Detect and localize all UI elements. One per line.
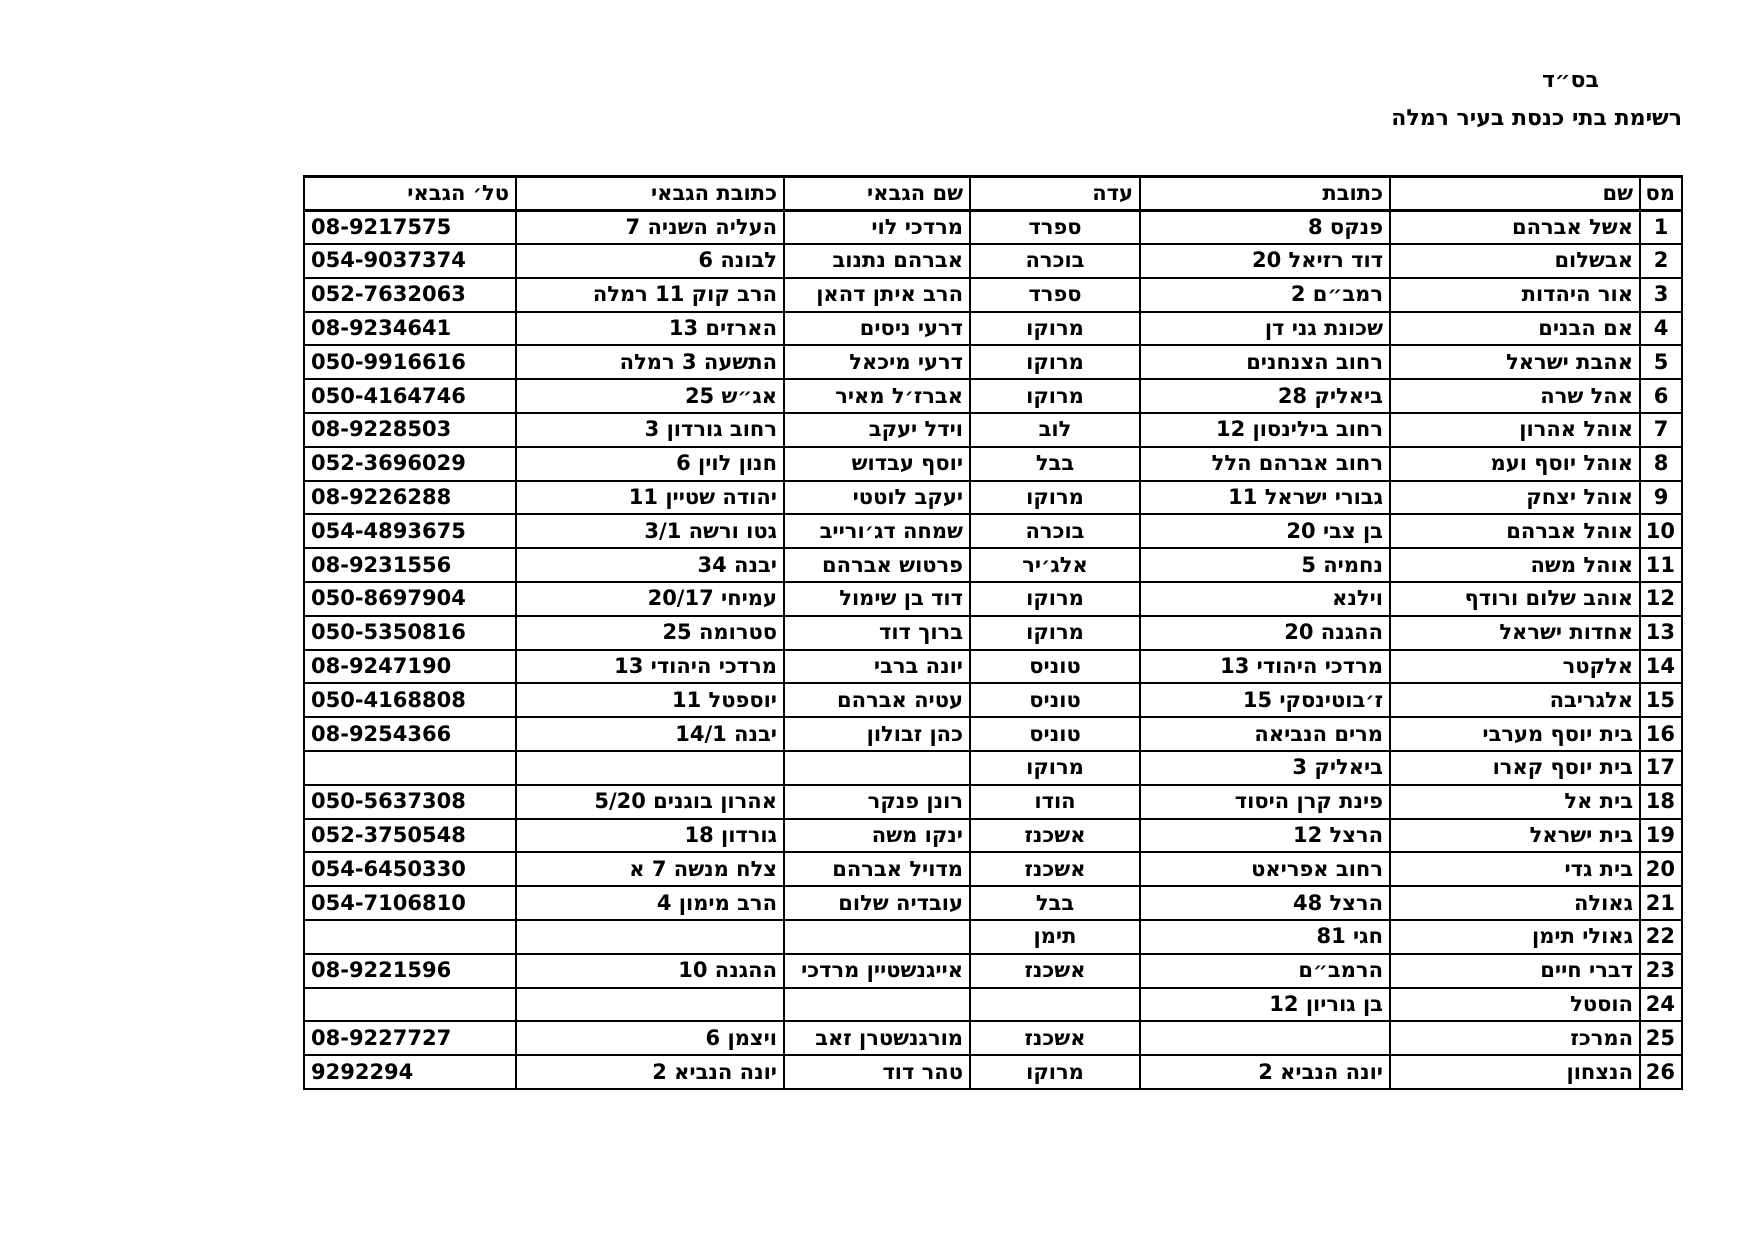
column-header: כתובת [1140, 177, 1390, 211]
synagogue-address-cell: רמב״ם 2 [1140, 278, 1390, 312]
synagogue-address-cell: ביאליק 3 [1140, 751, 1390, 785]
synagogue-name-cell: אבשלום [1390, 244, 1640, 278]
synagogue-name-cell: אוהל יצחק [1390, 481, 1640, 515]
synagogue-name-cell: אלגריבה [1390, 683, 1640, 717]
column-header: שם [1390, 177, 1640, 211]
synagogue-name-cell: גאולה [1390, 886, 1640, 920]
table-row [304, 210, 1682, 244]
community-cell: מרוקו [970, 582, 1140, 616]
synagogue-address-cell: מרדכי היהודי 13 [1140, 650, 1390, 684]
gabbai-address-cell: יונה הנביא 2 [516, 1055, 784, 1089]
synagogue-address-cell: רחוב בילינסון 12 [1140, 413, 1390, 447]
community-cell: ספרד [970, 278, 1140, 312]
synagogue-address-cell: דוד רזיאל 20 [1140, 244, 1390, 278]
community-cell: אשכנז [970, 819, 1140, 853]
gabbai-address-cell: צלח מנשה 7 א [516, 852, 784, 886]
row-number-cell: 9 [1640, 481, 1682, 515]
bsd-header: בס״ד [1542, 68, 1599, 93]
synagogue-address-cell: בן גוריון 12 [1140, 988, 1390, 1022]
gabbai-address-cell: אהרון בוגנים 5/20 [516, 785, 784, 819]
gabbai-name-cell: מרדכי לוי [784, 210, 970, 244]
community-cell: הודו [970, 785, 1140, 819]
synagogue-name-cell: אלקטר [1390, 650, 1640, 684]
row-number-cell: 4 [1640, 312, 1682, 346]
row-number-cell: 19 [1640, 819, 1682, 853]
gabbai-address-cell: רחוב גורדון 3 [516, 413, 784, 447]
synagogue-name-cell: אוהל יוסף ועמ [1390, 447, 1640, 481]
gabbai-phone-cell: 08-9247190 [304, 650, 516, 684]
table-row [304, 1021, 1682, 1055]
row-number-cell: 8 [1640, 447, 1682, 481]
table-row [304, 785, 1682, 819]
synagogue-address-cell: גבורי ישראל 11 [1140, 481, 1390, 515]
gabbai-phone-cell: 9292294 [304, 1055, 516, 1089]
gabbai-address-cell: הרב מימון 4 [516, 886, 784, 920]
table-row [304, 413, 1682, 447]
synagogue-address-cell: רחוב אברהם הלל [1140, 447, 1390, 481]
table-row [304, 447, 1682, 481]
community-cell: מרוקו [970, 379, 1140, 413]
row-number-cell: 26 [1640, 1055, 1682, 1089]
row-number-cell: 17 [1640, 751, 1682, 785]
synagogue-name-cell: אוהל אהרון [1390, 413, 1640, 447]
synagogue-name-cell: דברי חיים [1390, 954, 1640, 988]
table-row [304, 379, 1682, 413]
table-row [304, 954, 1682, 988]
gabbai-address-cell [516, 751, 784, 785]
gabbai-name-cell: דרעי מיכאל [784, 345, 970, 379]
row-number-cell: 14 [1640, 650, 1682, 684]
gabbai-address-cell: הארזים 13 [516, 312, 784, 346]
community-cell: מרוקו [970, 616, 1140, 650]
table-row [304, 650, 1682, 684]
synagogue-name-cell: אם הבנים [1390, 312, 1640, 346]
gabbai-name-cell [784, 751, 970, 785]
gabbai-name-cell: מורגנשטרן זאב [784, 1021, 970, 1055]
gabbai-name-cell: טהר דוד [784, 1055, 970, 1089]
community-cell: ספרד [970, 210, 1140, 244]
gabbai-address-cell: גורדון 18 [516, 819, 784, 853]
gabbai-address-cell: יוספטל 11 [516, 683, 784, 717]
gabbai-address-cell: מרדכי היהודי 13 [516, 650, 784, 684]
table-row [304, 717, 1682, 751]
gabbai-phone-cell: 08-9228503 [304, 413, 516, 447]
gabbai-name-cell: אייגנשטיין מרדכי [784, 954, 970, 988]
gabbai-phone-cell: 054-9037374 [304, 244, 516, 278]
synagogue-name-cell: הוסטל [1390, 988, 1640, 1022]
gabbai-phone-cell: 054-4893675 [304, 514, 516, 548]
gabbai-phone-cell: 08-9221596 [304, 954, 516, 988]
synagogue-address-cell: הרמב״ם [1140, 954, 1390, 988]
page-title: רשימת בתי כנסת בעיר רמלה [1391, 106, 1682, 131]
synagogue-name-cell: בית גדי [1390, 852, 1640, 886]
gabbai-name-cell: יונה ברבי [784, 650, 970, 684]
synagogue-name-cell: בית אל [1390, 785, 1640, 819]
gabbai-phone-cell: 052-3750548 [304, 819, 516, 853]
gabbai-name-cell: רונן פנקר [784, 785, 970, 819]
gabbai-address-cell: חנון לוין 6 [516, 447, 784, 481]
synagogue-name-cell: המרכז [1390, 1021, 1640, 1055]
table-row [304, 548, 1682, 582]
community-cell: תימן [970, 920, 1140, 954]
gabbai-name-cell: אברהם נתנוב [784, 244, 970, 278]
gabbai-address-cell: יבנה 14/1 [516, 717, 784, 751]
row-number-cell: 21 [1640, 886, 1682, 920]
synagogue-address-cell: בן צבי 20 [1140, 514, 1390, 548]
synagogue-address-cell: ההגנה 20 [1140, 616, 1390, 650]
table-row [304, 683, 1682, 717]
gabbai-phone-cell: 050-8697904 [304, 582, 516, 616]
table-row [304, 819, 1682, 853]
gabbai-address-cell: אג״ש 25 [516, 379, 784, 413]
community-cell: טוניס [970, 650, 1140, 684]
synagogue-table [303, 175, 1683, 1090]
row-number-cell: 6 [1640, 379, 1682, 413]
gabbai-name-cell: מדויל אברהם [784, 852, 970, 886]
gabbai-name-cell: עטיה אברהם [784, 683, 970, 717]
gabbai-phone-cell [304, 920, 516, 954]
gabbai-phone-cell: 052-7632063 [304, 278, 516, 312]
community-cell: בוכרה [970, 244, 1140, 278]
community-cell: בוכרה [970, 514, 1140, 548]
gabbai-name-cell: דרעי ניסים [784, 312, 970, 346]
synagogue-name-cell: בית יוסף מערבי [1390, 717, 1640, 751]
community-cell: מרוקו [970, 1055, 1140, 1089]
gabbai-phone-cell: 050-5637308 [304, 785, 516, 819]
gabbai-phone-cell: 08-9231556 [304, 548, 516, 582]
gabbai-name-cell [784, 988, 970, 1022]
gabbai-name-cell: פרטוש אברהם [784, 548, 970, 582]
table-row [304, 852, 1682, 886]
community-cell: בבל [970, 886, 1140, 920]
table-row [304, 481, 1682, 515]
community-cell: אשכנז [970, 1021, 1140, 1055]
gabbai-name-cell: ינקו משה [784, 819, 970, 853]
gabbai-phone-cell: 052-3696029 [304, 447, 516, 481]
row-number-cell: 7 [1640, 413, 1682, 447]
column-header: כתובת הגבאי [516, 177, 784, 211]
gabbai-phone-cell [304, 751, 516, 785]
community-cell: אשכנז [970, 954, 1140, 988]
gabbai-phone-cell: 08-9227727 [304, 1021, 516, 1055]
gabbai-name-cell: כהן זבולון [784, 717, 970, 751]
gabbai-phone-cell: 054-7106810 [304, 886, 516, 920]
table-row [304, 312, 1682, 346]
table-row [304, 514, 1682, 548]
table-row [304, 988, 1682, 1022]
synagogue-address-cell: רחוב הצנחנים [1140, 345, 1390, 379]
gabbai-name-cell: אברז׳ל מאיר [784, 379, 970, 413]
table-row [304, 345, 1682, 379]
synagogue-name-cell: אוהל אברהם [1390, 514, 1640, 548]
table-body [304, 210, 1682, 1089]
gabbai-address-cell [516, 920, 784, 954]
gabbai-name-cell: וידל יעקב [784, 413, 970, 447]
community-cell: אשכנז [970, 852, 1140, 886]
synagogue-address-cell: פינת קרן היסוד [1140, 785, 1390, 819]
gabbai-phone-cell: 050-4164746 [304, 379, 516, 413]
gabbai-phone-cell: 050-4168808 [304, 683, 516, 717]
community-cell: בבל [970, 447, 1140, 481]
row-number-cell: 12 [1640, 582, 1682, 616]
gabbai-phone-cell: 08-9234641 [304, 312, 516, 346]
gabbai-address-cell [516, 988, 784, 1022]
gabbai-address-cell: הרב קוק 11 רמלה [516, 278, 784, 312]
community-cell: מרוקו [970, 312, 1140, 346]
synagogue-name-cell: גאולי תימן [1390, 920, 1640, 954]
table-row [304, 582, 1682, 616]
synagogue-address-cell: שכונת גני דן [1140, 312, 1390, 346]
synagogue-address-cell: הרצל 12 [1140, 819, 1390, 853]
column-header: עדה [970, 177, 1140, 211]
gabbai-name-cell: הרב איתן דהאן [784, 278, 970, 312]
gabbai-name-cell: עובדיה שלום [784, 886, 970, 920]
synagogue-address-cell: ביאליק 28 [1140, 379, 1390, 413]
synagogue-name-cell: אשל אברהם [1390, 210, 1640, 244]
gabbai-name-cell [784, 920, 970, 954]
gabbai-address-cell: יבנה 34 [516, 548, 784, 582]
gabbai-phone-cell [304, 988, 516, 1022]
synagogue-name-cell: אהל שרה [1390, 379, 1640, 413]
community-cell [970, 988, 1140, 1022]
synagogue-address-cell: רחוב אפריאט [1140, 852, 1390, 886]
synagogue-address-cell: הרצל 48 [1140, 886, 1390, 920]
synagogue-name-cell: אוהל משה [1390, 548, 1640, 582]
synagogue-address-cell: יונה הנביא 2 [1140, 1055, 1390, 1089]
community-cell: אלג׳יר [970, 548, 1140, 582]
gabbai-address-cell: לבונה 6 [516, 244, 784, 278]
table-row [304, 616, 1682, 650]
community-cell: טוניס [970, 683, 1140, 717]
column-header: מס [1640, 177, 1682, 211]
row-number-cell: 2 [1640, 244, 1682, 278]
row-number-cell: 13 [1640, 616, 1682, 650]
gabbai-name-cell: שמחה דג׳ורייב [784, 514, 970, 548]
synagogue-address-cell: חגי 81 [1140, 920, 1390, 954]
synagogue-address-cell: וילנא [1140, 582, 1390, 616]
synagogue-address-cell: נחמיה 5 [1140, 548, 1390, 582]
synagogue-name-cell: אור היהדות [1390, 278, 1640, 312]
row-number-cell: 18 [1640, 785, 1682, 819]
row-number-cell: 23 [1640, 954, 1682, 988]
table-header-row [304, 177, 1682, 211]
row-number-cell: 20 [1640, 852, 1682, 886]
community-cell: מרוקו [970, 345, 1140, 379]
row-number-cell: 5 [1640, 345, 1682, 379]
row-number-cell: 11 [1640, 548, 1682, 582]
gabbai-address-cell: ההגנה 10 [516, 954, 784, 988]
row-number-cell: 22 [1640, 920, 1682, 954]
row-number-cell: 24 [1640, 988, 1682, 1022]
synagogue-address-cell [1140, 1021, 1390, 1055]
gabbai-phone-cell: 050-9916616 [304, 345, 516, 379]
synagogue-address-cell: פנקס 8 [1140, 210, 1390, 244]
synagogue-name-cell: אחדות ישראל [1390, 616, 1640, 650]
row-number-cell: 25 [1640, 1021, 1682, 1055]
row-number-cell: 3 [1640, 278, 1682, 312]
row-number-cell: 16 [1640, 717, 1682, 751]
table-row [304, 920, 1682, 954]
gabbai-name-cell: יוסף עבדוש [784, 447, 970, 481]
gabbai-name-cell: יעקב לוטטי [784, 481, 970, 515]
row-number-cell: 15 [1640, 683, 1682, 717]
synagogue-name-cell: אהבת ישראל [1390, 345, 1640, 379]
synagogue-name-cell: אוהב שלום ורודף [1390, 582, 1640, 616]
gabbai-phone-cell: 050-5350816 [304, 616, 516, 650]
gabbai-phone-cell: 054-6450330 [304, 852, 516, 886]
community-cell: לוב [970, 413, 1140, 447]
gabbai-address-cell: גטו ורשה 3/1 [516, 514, 784, 548]
synagogue-address-cell: מרים הנביאה [1140, 717, 1390, 751]
row-number-cell: 10 [1640, 514, 1682, 548]
table-row [304, 751, 1682, 785]
synagogue-name-cell: בית ישראל [1390, 819, 1640, 853]
community-cell: מרוקו [970, 751, 1140, 785]
gabbai-address-cell: יהודה שטיין 11 [516, 481, 784, 515]
gabbai-address-cell: עמיחי 20/17 [516, 582, 784, 616]
column-header: שם הגבאי [784, 177, 970, 211]
community-cell: טוניס [970, 717, 1140, 751]
synagogue-address-cell: ז׳בוטינסקי 15 [1140, 683, 1390, 717]
community-cell: מרוקו [970, 481, 1140, 515]
synagogue-name-cell: הנצחון [1390, 1055, 1640, 1089]
table-row [304, 278, 1682, 312]
row-number-cell: 1 [1640, 210, 1682, 244]
table-row [304, 886, 1682, 920]
gabbai-phone-cell: 08-9254366 [304, 717, 516, 751]
table-row [304, 244, 1682, 278]
gabbai-address-cell: ויצמן 6 [516, 1021, 784, 1055]
column-header: טל׳ הגבאי [304, 177, 516, 211]
table-row [304, 1055, 1682, 1089]
gabbai-name-cell: ברוך דוד [784, 616, 970, 650]
gabbai-name-cell: דוד בן שימול [784, 582, 970, 616]
gabbai-phone-cell: 08-9217575 [304, 210, 516, 244]
gabbai-address-cell: סטרומה 25 [516, 616, 784, 650]
synagogue-name-cell: בית יוסף קארו [1390, 751, 1640, 785]
gabbai-phone-cell: 08-9226288 [304, 481, 516, 515]
gabbai-address-cell: העליה השניה 7 [516, 210, 784, 244]
gabbai-address-cell: התשעה 3 רמלה [516, 345, 784, 379]
